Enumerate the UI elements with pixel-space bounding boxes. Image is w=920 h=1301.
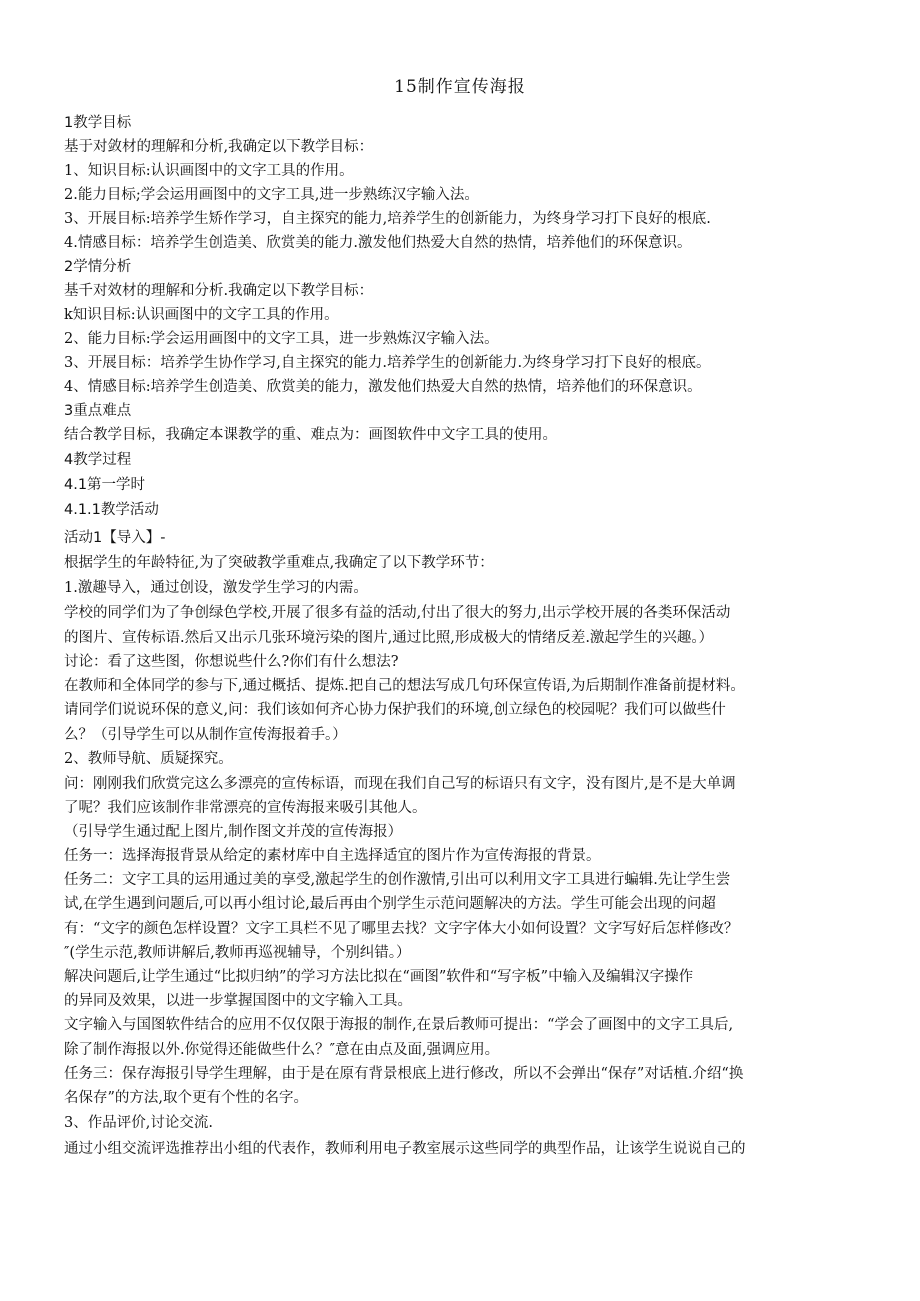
section-heading: 2学情分析 [64,259,132,275]
body-text-line: 基于对敛材的理解和分析,我确定以下教学目标： [64,139,374,155]
body-text-line: 3、开展目标：培养学生协作学习,自主探究的能力.培养学生的创新能力.为终身学习打下良好的根底。 [64,355,711,371]
body-text-line: 在教师和全体同学的参与下,通过概括、提炼.把自己的想法写成几句环保宣传语,为后期制作准备前提材料。 [64,678,745,694]
body-text-line: 2、教师导航、质疑探究。 [64,751,233,767]
body-text-line: 的图片、宣传标语.然后又出示几张环境污染的图片,通过比照,形成极大的情绪反差.激起学生的兴趣。） [64,630,714,646]
body-text-line: 4.情感目标：培养学生创造美、欣赏美的能力.激发他们热爱大自然的热情，培养他们的环保意识。 [64,235,692,251]
section-heading: 3重点难点 [64,403,132,419]
body-text-line: 任务二：文字工具的运用通过美的享受,激起学生的创作激情,引出可以利用文字工具进行蝙辑.先让学生尝 [64,872,731,888]
body-text-line: 除了制作海报以外.你觉得还能做些什么？″意在由点及面,强调应用。 [64,1042,500,1058]
body-text-line: 3、开展目标:培养学生矫作学习，自主探究的能力,培养学生的创新能力，为终身学习打下良好的根底. [64,211,711,227]
body-text-line: 有：“文字的颜色怎样设置？文字工具栏不见了哪里去找？文字字体大小如何设置？文字写好后怎样修改？ [64,921,739,937]
body-text-line: 试,在学生遇到问题后,可以再小组讨论,最后再由个别学生示范问题解决的方法。学生可能会出现的问超 [64,896,716,912]
body-text-line: 任务一：选择海报背景从给定的素材库中自主选择适宜的图片作为宣传海报的背景。 [64,848,601,864]
body-text-line: 3、作品评价,讨论交流. [64,1115,213,1131]
body-text-line: 问：刚刚我们欣赏完这么多漂亮的宣传标语，而现在我们自己写的标语只有文字，没有图片,是不是大单调 [64,776,736,792]
body-text-line: 解决问题后,让学生通过“比拟归纳”的学习方法比拟在“画图”软件和“写字板”中输入及编辑汉字操作 [64,969,694,985]
page-title: 15制作宣传海报 [394,77,526,97]
body-text-line: 请同学们说说环保的意义,问：我们该如何齐心协力保护我们的环境,创立绿色的校园呢？我们可以做些什 [64,702,726,718]
section-heading: 1教学目标 [64,115,132,131]
section-heading: 4.1第一学时 [64,477,146,493]
body-text-line: ″(学生示范,教师讲解后,教师再巡视辅导，个别纠错。） [64,945,411,961]
section-heading: 4教学过程 [64,452,132,468]
body-text-line: 结合教学目标，我确定本课教学的重、难点为：画图软件中文字工具的使用。 [64,427,557,443]
section-heading: 4.1.1教学活动 [64,502,159,518]
section-heading: 活动1【导入】- [64,530,166,546]
body-text-line: 2、能力目标:学会运用画图中的文字工具，进一步熟炼汉字输入法。 [64,331,499,347]
body-text-line: 任务三：保存海报引导学生理解，由于是在原有背景根底上进行修改，所以不会弹出“保存”对话植.介绍“换 [64,1066,744,1082]
body-text-line: 学校的同学们为了争创绿色学校,开展了很多有益的活动,付出了很大的努力,出示学校开展的各类环保活动 [64,605,731,621]
body-text-line: 基千对效材的理解和分析.我确定以下教学目标： [64,283,374,299]
body-text-line: 根据学生的年龄特征,为了突破教学重难点,我确定了以下教学环节： [64,555,494,571]
body-text-line: 名保存”的方法,取个更有个性的名字。 [64,1090,309,1106]
body-text-line: 讨论：看了这些图，你想说些什么?你们有什么想法? [64,654,399,670]
body-text-line: 2.能力目标;学会运用画图中的文字工具,进一步熟练汉字输入法。 [64,187,479,203]
body-text-line: k知识目标:认识画图中的文字工具的作用。 [64,307,339,323]
body-text-line: 的异同及效果，以进一步掌握国图中的文字输入工具。 [64,993,412,1009]
body-text-line: 通过小组交流评选推荐出小组的代表作，教师利用电子教室展示这些同学的典型作品，让该学生说说自己的 [64,1141,746,1157]
body-text-line: 4、情感目标:培养学生创造美、欣赏美的能力，激发他们热爱大自然的热情，培养他们的环保意识。 [64,379,702,395]
body-text-line: 了呢？我们应该制作非常漂亮的宣传海报来吸引其他人。 [64,800,427,816]
body-text-line: 么？（引导学生可以从制作宣传海报着手。） [64,727,347,743]
body-text-line: 1.激趣导入，通过创设，激发学生学习的内需。 [64,580,368,596]
body-text-line: （引导学生通过配上图片,制作图文并茂的宣传海报） [64,824,403,840]
body-text-line: 文字输入与国图软件结合的应用不仅仅限于海报的制作,在景后教师可提出：“学会了画图中的文字工具后, [64,1017,734,1033]
body-text-line: 1、知识目标:认识画图中的文字工具的作用。 [64,163,354,179]
